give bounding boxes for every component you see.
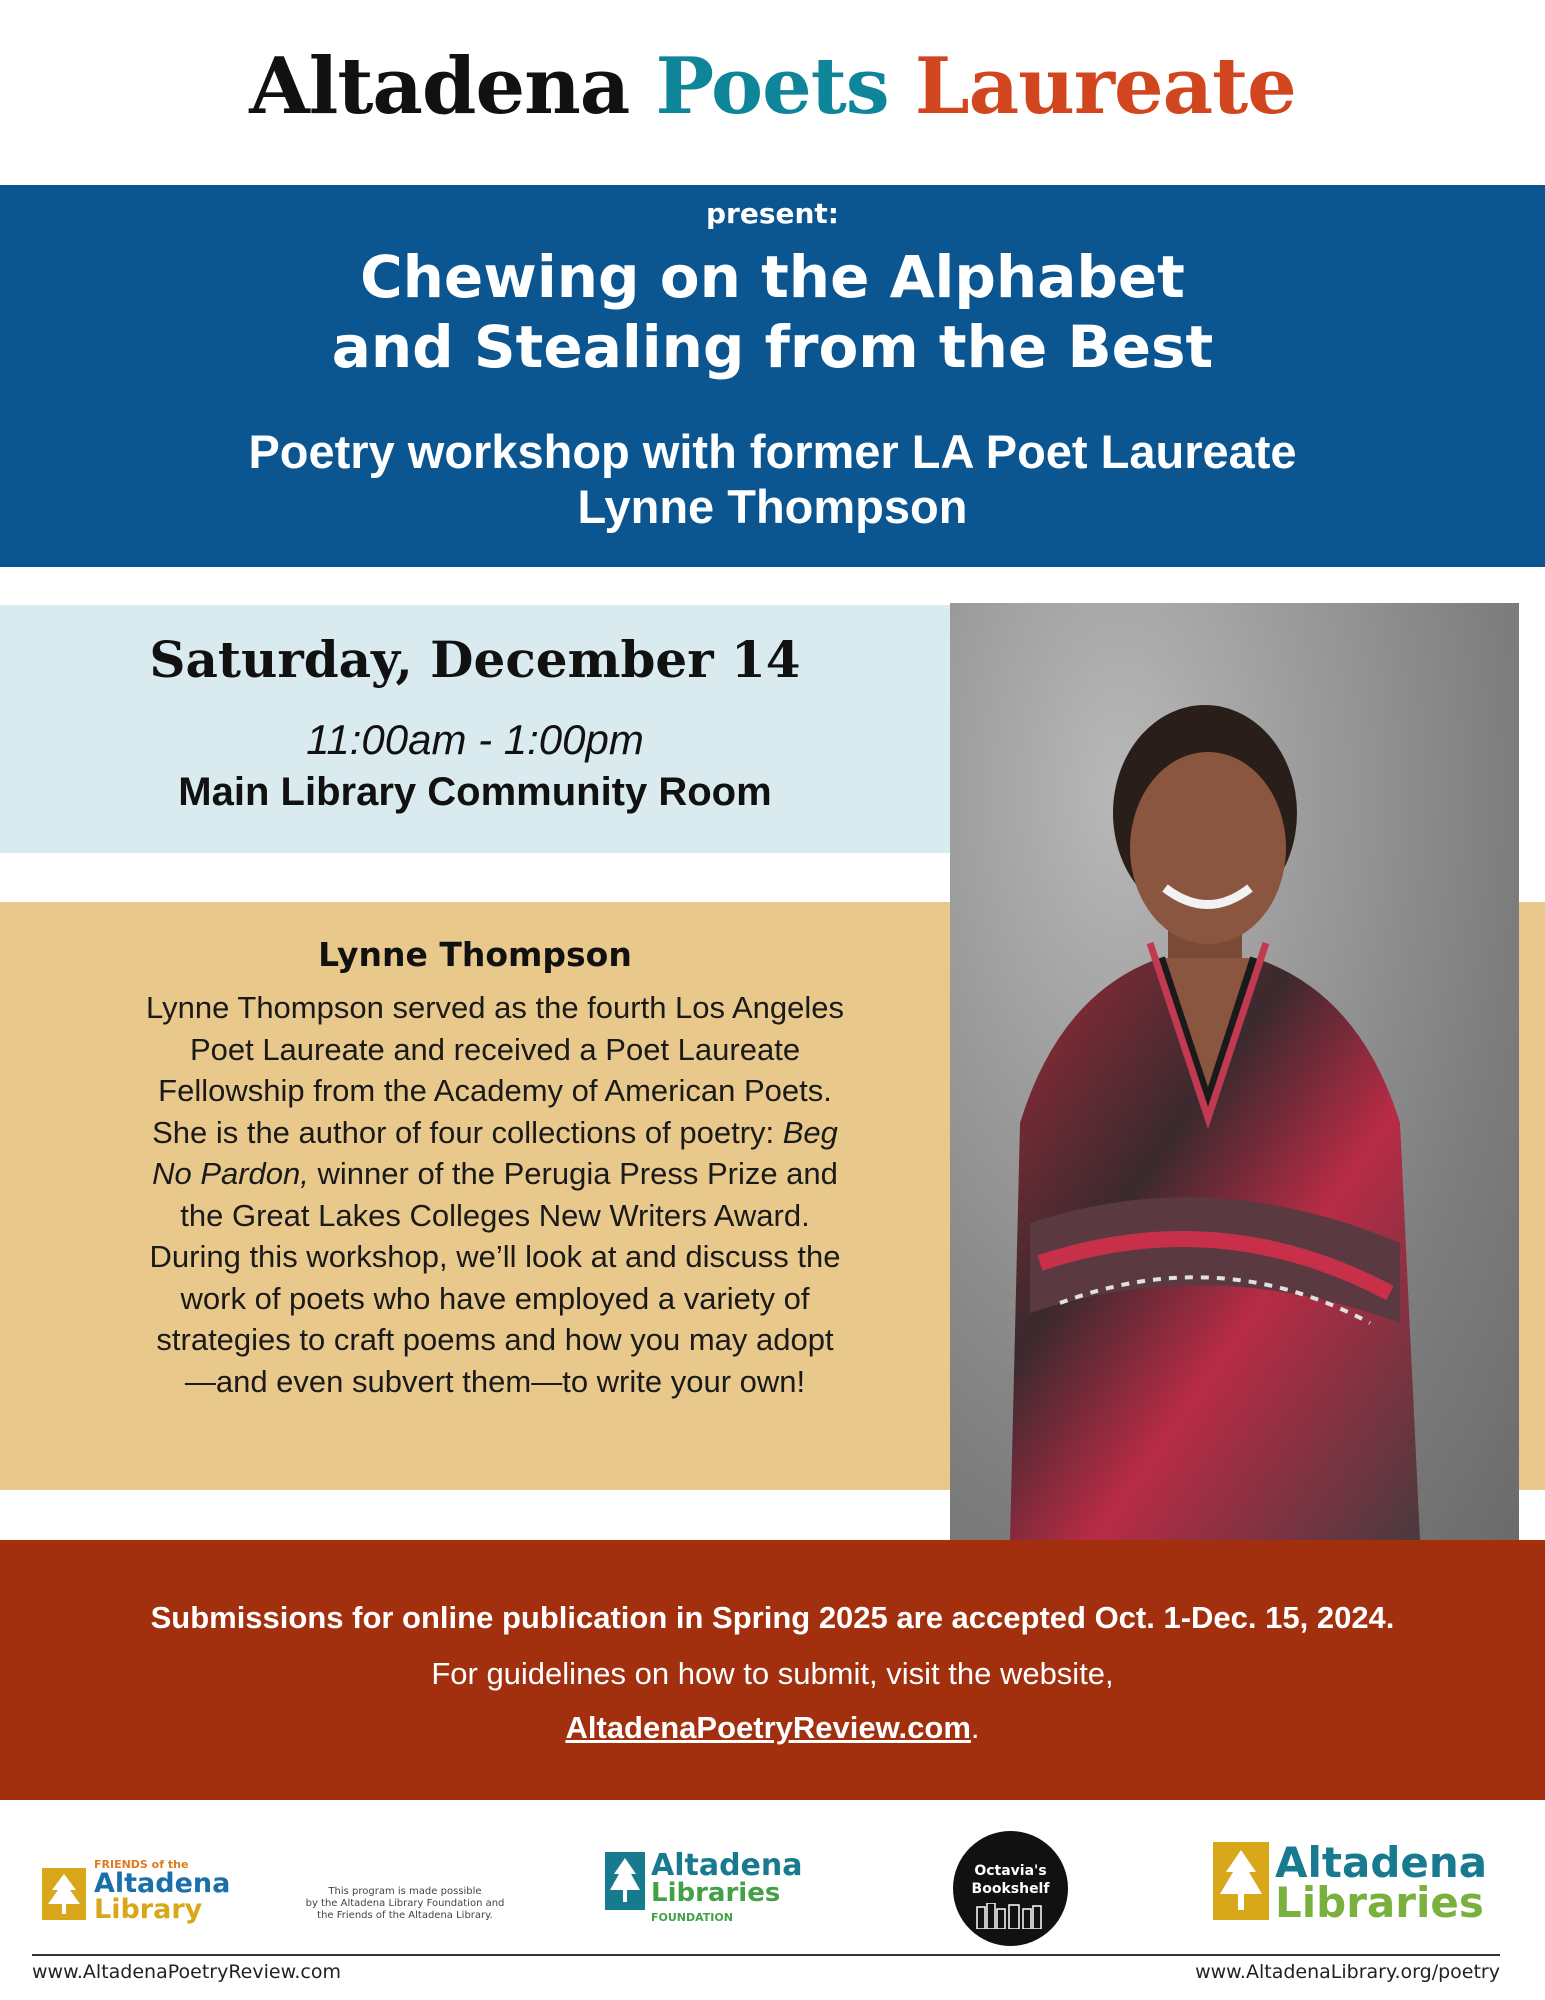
octavia-bookshelf: Bookshelf <box>971 1881 1050 1897</box>
tree-icon <box>1213 1842 1269 1920</box>
workshop-title-line1: Chewing on the Alphabet <box>360 243 1185 311</box>
tree-icon <box>605 1852 645 1910</box>
libraries-foundation-logo <box>605 1848 805 1928</box>
friends-of-library-logo <box>42 1858 242 1925</box>
bio-line: Poet Laureate and received a Poet Laureate <box>189 1031 801 1067</box>
portrait-illustration <box>950 603 1519 1540</box>
workshop-subtitle <box>0 425 1545 535</box>
title-word-laureate: Laureate <box>914 41 1296 132</box>
event-banner <box>0 185 1545 567</box>
title-word-altadena: Altadena <box>249 41 630 132</box>
present-label: present: <box>705 197 839 230</box>
foundation-label: FOUNDATION <box>651 1911 733 1924</box>
book-title: No Pardon, <box>152 1156 309 1191</box>
footer-url-review[interactable]: www.AltadenaPoetryReview.com <box>32 1961 341 1983</box>
workshop-subtitle-line1: Poetry workshop with former LA Poet Laureate <box>248 425 1297 478</box>
funding-note: This program is made possible by the Altadena Library Foundation and the Friends of the Altadena Library. <box>305 1886 505 1921</box>
bio-line: Lynne Thompson served as the fourth Los Angeles <box>146 990 844 1025</box>
footer-url-library[interactable]: www.AltadenaLibrary.org/poetry <box>1195 1961 1500 1983</box>
footer-divider <box>32 1954 1500 1956</box>
foundation-altadena: Altadena <box>651 1848 803 1883</box>
bio-line: work of poets who have employed a variety of <box>180 1280 810 1316</box>
book-title: Beg <box>782 1114 838 1150</box>
bio-line: strategies to craft poems and how you may adopt <box>156 1322 834 1357</box>
altadena-libraries-logo <box>1213 1838 1513 1926</box>
foundation-libraries: Libraries <box>651 1878 781 1908</box>
poetry-review-link[interactable]: AltadenaPoetryReview.com <box>565 1710 971 1745</box>
bio-line: No Pardon, winner of the Perugia Press Prize and <box>152 1156 838 1191</box>
octavia-name: Octavia's <box>974 1863 1047 1879</box>
friends-library: Library <box>94 1894 203 1925</box>
bio-line: Fellowship from the Academy of American Poets. <box>158 1073 832 1108</box>
friends-label: FRIENDS of the <box>94 1858 189 1871</box>
bio-text <box>90 987 900 1402</box>
submissions-band <box>0 1540 1545 1800</box>
libraries-altadena: Altadena <box>1275 1838 1488 1887</box>
bio-line: During this workshop, we’ll look at and discuss the <box>149 1239 841 1274</box>
octavias-bookshelf-logo <box>953 1831 1068 1946</box>
libraries-libraries: Libraries <box>1275 1878 1484 1927</box>
workshop-title-line2: and Stealing from the Best <box>331 312 1214 381</box>
friends-altadena: Altadena <box>94 1868 231 1899</box>
bio-line: —and even subvert them—to write your own! <box>184 1363 806 1399</box>
submissions-dates: Submissions for online publication in Spring 2025 are accepted Oct. 1-Dec. 15, 2024. <box>150 1600 1395 1635</box>
submissions-link-line: AltadenaPoetryReview.com. <box>565 1710 980 1745</box>
submissions-guidelines: For guidelines on how to submit, visit the website, <box>431 1656 1114 1691</box>
workshop-subtitle-line2: Lynne Thompson <box>577 479 968 533</box>
event-time: 11:00am - 1:00pm <box>306 716 644 763</box>
tree-icon <box>42 1868 86 1920</box>
portrait-photo <box>950 603 1519 1540</box>
bio-heading: Lynne Thompson <box>318 935 632 974</box>
poster-title <box>0 41 1545 132</box>
bio-line: She is the author of four collections of poetry: Beg <box>152 1114 838 1150</box>
bio-line: the Great Lakes Colleges New Writers Award. <box>180 1197 810 1233</box>
books-icon <box>975 1903 1045 1929</box>
title-word-poets: Poets <box>655 41 889 132</box>
workshop-title <box>0 243 1545 382</box>
event-date: Saturday, December 14 <box>149 630 801 689</box>
event-location: Main Library Community Room <box>178 770 772 814</box>
